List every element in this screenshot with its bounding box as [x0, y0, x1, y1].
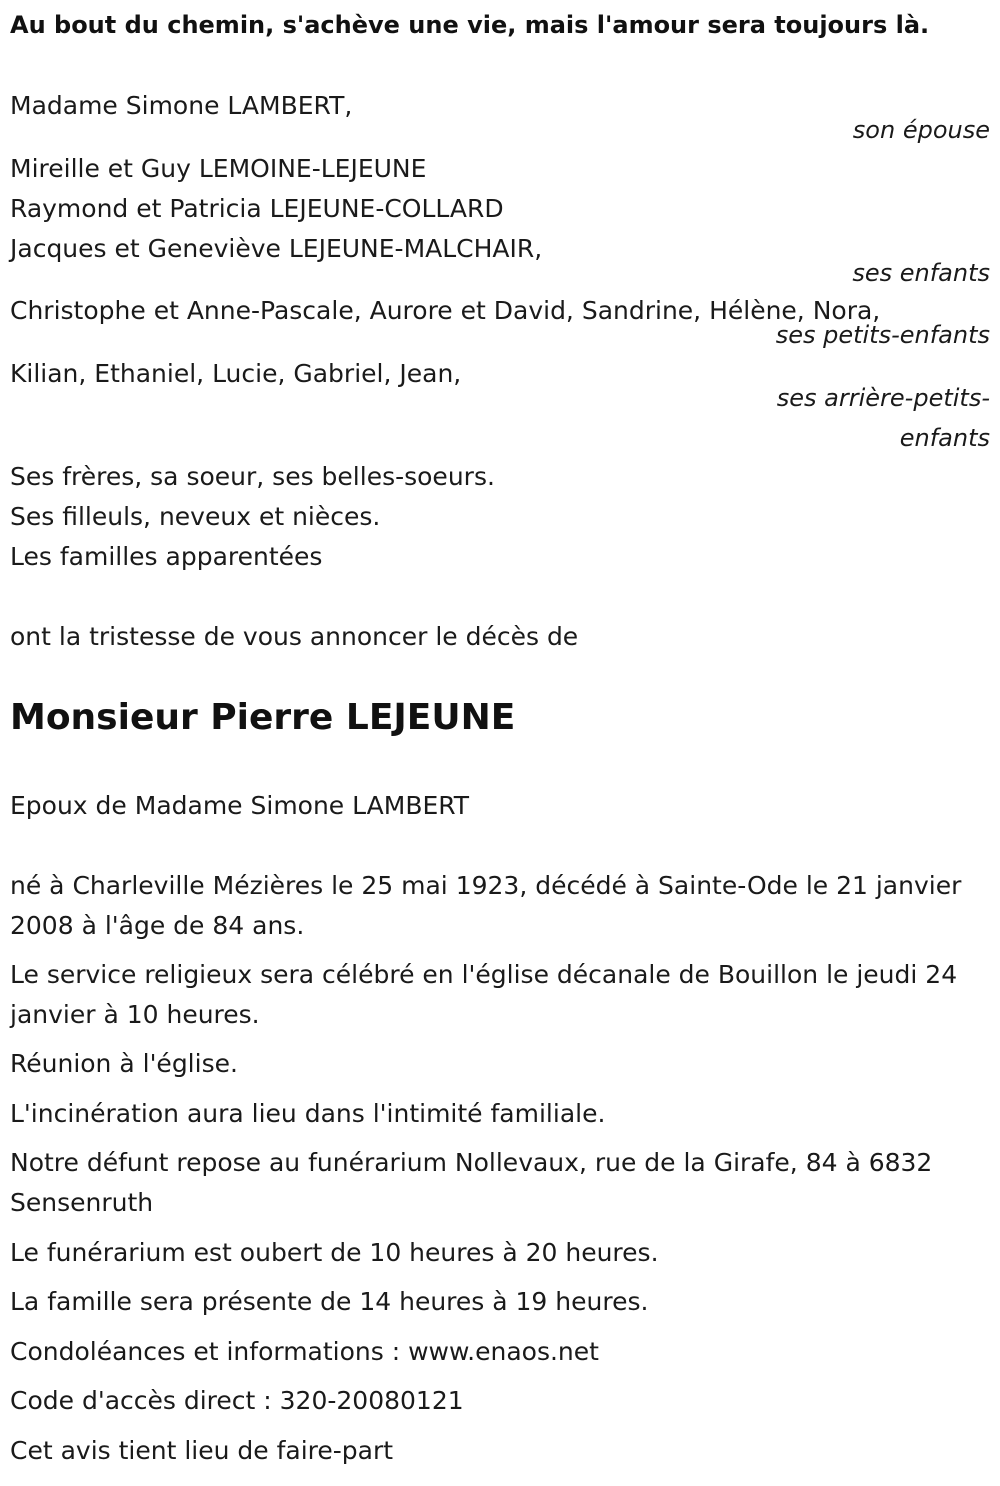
gathering-details: Réunion à l'église.	[10, 1049, 238, 1078]
notice-closing: Cet avis tient lieu de faire-part	[10, 1436, 394, 1465]
great-grandchildren-role: enfants	[899, 424, 990, 452]
funeral-home-details: Notre défunt repose au funérarium Nollevaux, rue de la Girafe, 84 à 6832 Sensenruth	[10, 1148, 933, 1217]
great-grandchildren-role: ses arrière-petits-	[776, 384, 990, 412]
great-grandchildren-names: Kilian, Ethaniel, Lucie, Gabriel, Jean,	[10, 359, 462, 388]
spouse-of-text: Epoux de Madame Simone LAMBERT	[10, 791, 470, 820]
deceased-name: Monsieur Pierre LEJEUNE	[10, 697, 516, 738]
quote-heading: Au bout du chemin, s'achève une vie, mais l'amour sera toujours là.	[10, 11, 930, 39]
access-code: Code d'accès direct : 320-20080121	[10, 1386, 464, 1415]
child-name: Mireille et Guy LEMOINE-LEJEUNE	[10, 154, 427, 183]
opening-hours: Le funérarium est oubert de 10 heures à 20 heures.	[10, 1238, 659, 1267]
grandchildren-role: ses petits-enfants	[775, 321, 990, 349]
spouse-name: Madame Simone LAMBERT,	[10, 91, 353, 120]
relatives-line: Les familles apparentées	[10, 542, 323, 571]
relatives-line: Ses frères, sa soeur, ses belles-soeurs.	[10, 462, 495, 491]
incineration-details: L'incinération aura lieu dans l'intimité familiale.	[10, 1099, 606, 1128]
grandchildren-names: Christophe et Anne-Pascale, Aurore et David, Sandrine, Hélène, Nora,	[10, 296, 881, 325]
birth-death-details: né à Charleville Mézières le 25 mai 1923, décédé à Sainte-Ode le 21 janvier 2008 à l'âge de 84 ans.	[10, 871, 962, 940]
child-name: Raymond et Patricia LEJEUNE-COLLARD	[10, 194, 504, 223]
relatives-line: Ses filleuls, neveux et nièces.	[10, 502, 381, 531]
condolences-info: Condoléances et informations : www.enaos.net	[10, 1337, 599, 1366]
spouse-role: son épouse	[852, 116, 990, 144]
family-presence-hours: La famille sera présente de 14 heures à 19 heures.	[10, 1287, 649, 1316]
announcement-text: ont la tristesse de vous annoncer le décès de	[10, 622, 579, 651]
service-details: Le service religieux sera célébré en l'église décanale de Bouillon le jeudi 24 janvier à 10 heures.	[10, 960, 958, 1029]
children-role: ses enfants	[852, 259, 990, 287]
child-name: Jacques et Geneviève LEJEUNE-MALCHAIR,	[10, 234, 543, 263]
